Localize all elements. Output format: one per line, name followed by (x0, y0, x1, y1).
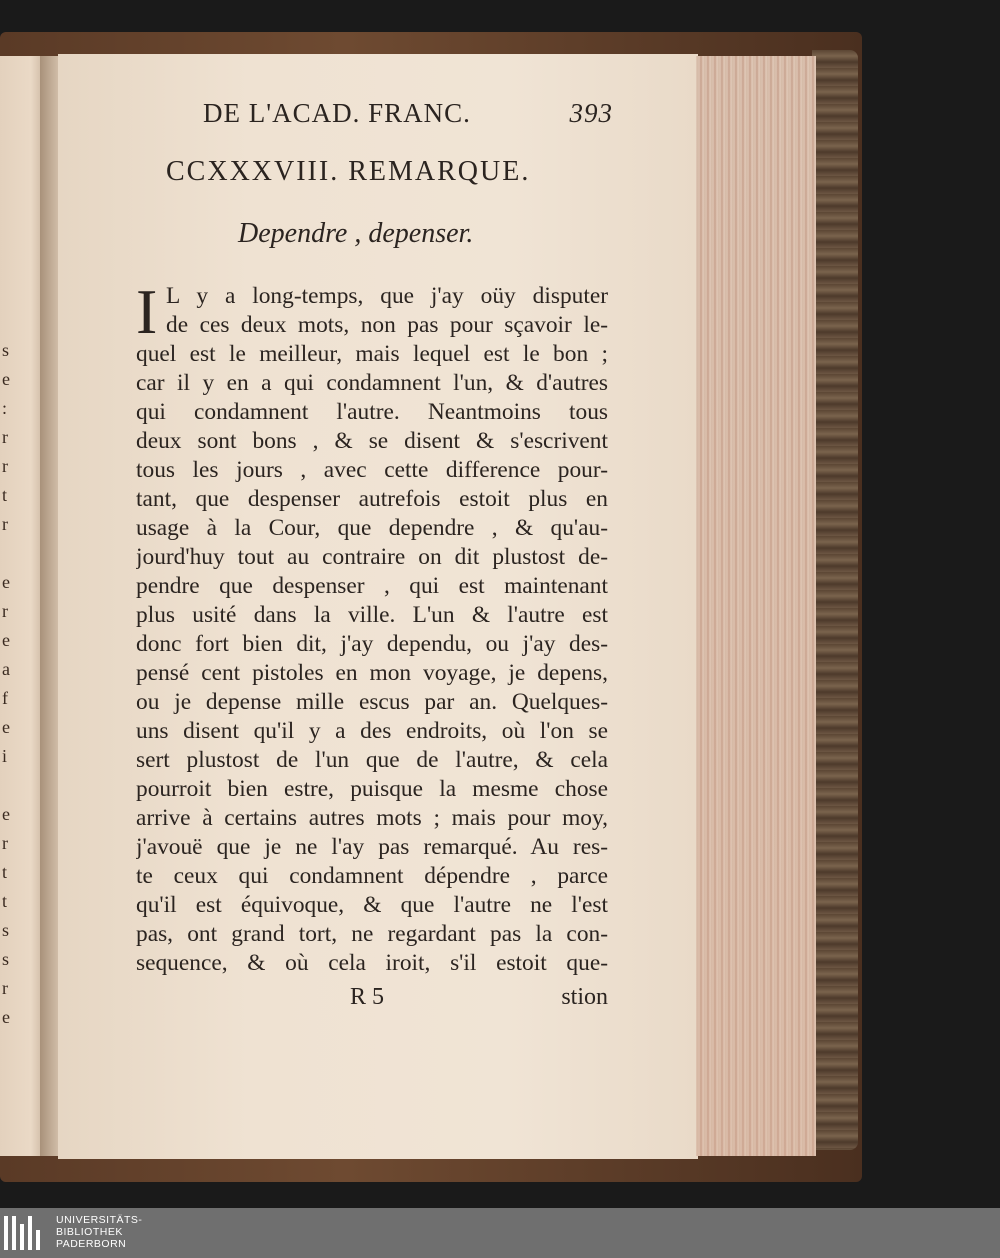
drop-capital: I (136, 276, 158, 347)
text-line: donc fort bien dit, j'ay dependu, ou j'ay des- (136, 631, 608, 657)
library-name (56, 1214, 142, 1250)
text-line: plus usité dans la ville. L'un & l'autre est (136, 602, 608, 628)
library-name-line: BIBLIOTHEK (56, 1226, 123, 1238)
text-line: te ceux qui condamnent dépendre , parce (136, 863, 608, 889)
library-name-line: UNIVERSITÄTS- (56, 1214, 143, 1226)
text-line: uns disent qu'il y a des endroits, où l'on se (136, 718, 608, 744)
body-text (136, 276, 608, 978)
library-brand-bar (0, 1208, 1000, 1258)
text-line: pendre que despenser , qui est maintenant (136, 573, 608, 599)
text-line: tant, que despenser autrefois estoit plus en (136, 486, 608, 512)
text-line: pas, ont grand tort, ne regardant pas la con- (136, 921, 608, 947)
left-page (0, 56, 44, 1156)
remark-title: CCXXXVIII. REMARQUE. (166, 156, 531, 187)
text-line: quel est le meilleur, mais lequel est le bon ; (136, 341, 608, 367)
text-line: sequence, & où cela iroit, s'il estoit que- (136, 950, 608, 976)
running-title: DE L'ACAD. FRANC. (203, 98, 471, 128)
running-header (203, 98, 613, 134)
page-footer (136, 984, 608, 1014)
text-line: pourroit bien estre, puisque la mesme chose (136, 776, 608, 802)
text-line: L y a long-temps, que j'ay oüy disputer (166, 283, 608, 309)
text-line: tous les jours , avec cette difference pour- (136, 457, 608, 483)
text-line: jourd'huy tout au contraire on dit plustost de- (136, 544, 608, 570)
text-line: deux sont bons , & se disent & s'escrivent (136, 428, 608, 454)
text-line: usage à la Cour, que dependre , & qu'au- (136, 515, 608, 541)
remark-subtitle: Dependre , depenser. (238, 218, 474, 249)
text-line: de ces deux mots, non pas pour sçavoir le- (166, 312, 608, 338)
text-line: qui condamnent l'autre. Neantmoins tous (136, 399, 608, 425)
page-edges (696, 56, 816, 1156)
left-page-edge-text: s e : r r t r e r e a f e i e r t t s s r e (2, 340, 10, 1027)
text-line: car il y en a qui condamnent l'un, & d'autres (136, 370, 608, 396)
catchword: stion (561, 984, 608, 1010)
text-line: arrive à certains autres mots ; mais pour moy, (136, 805, 608, 831)
text-line: qu'il est équivoque, & que l'autre ne l'est (136, 892, 608, 918)
text-line: ou je depense mille escus par an. Quelques- (136, 689, 608, 715)
page-number: 393 (569, 98, 613, 128)
text-line: sert plustost de l'un que de l'autre, & cela (136, 747, 608, 773)
text-line: j'avouë que je ne l'ay pas remarqué. Au res- (136, 834, 608, 860)
signature-mark: R 5 (350, 984, 385, 1010)
text-line: pensé cent pistoles en mon voyage, je depens, (136, 660, 608, 686)
library-logo-icon (4, 1216, 44, 1254)
cover-edge (812, 50, 858, 1150)
library-name-line: PADERBORN (56, 1238, 127, 1250)
